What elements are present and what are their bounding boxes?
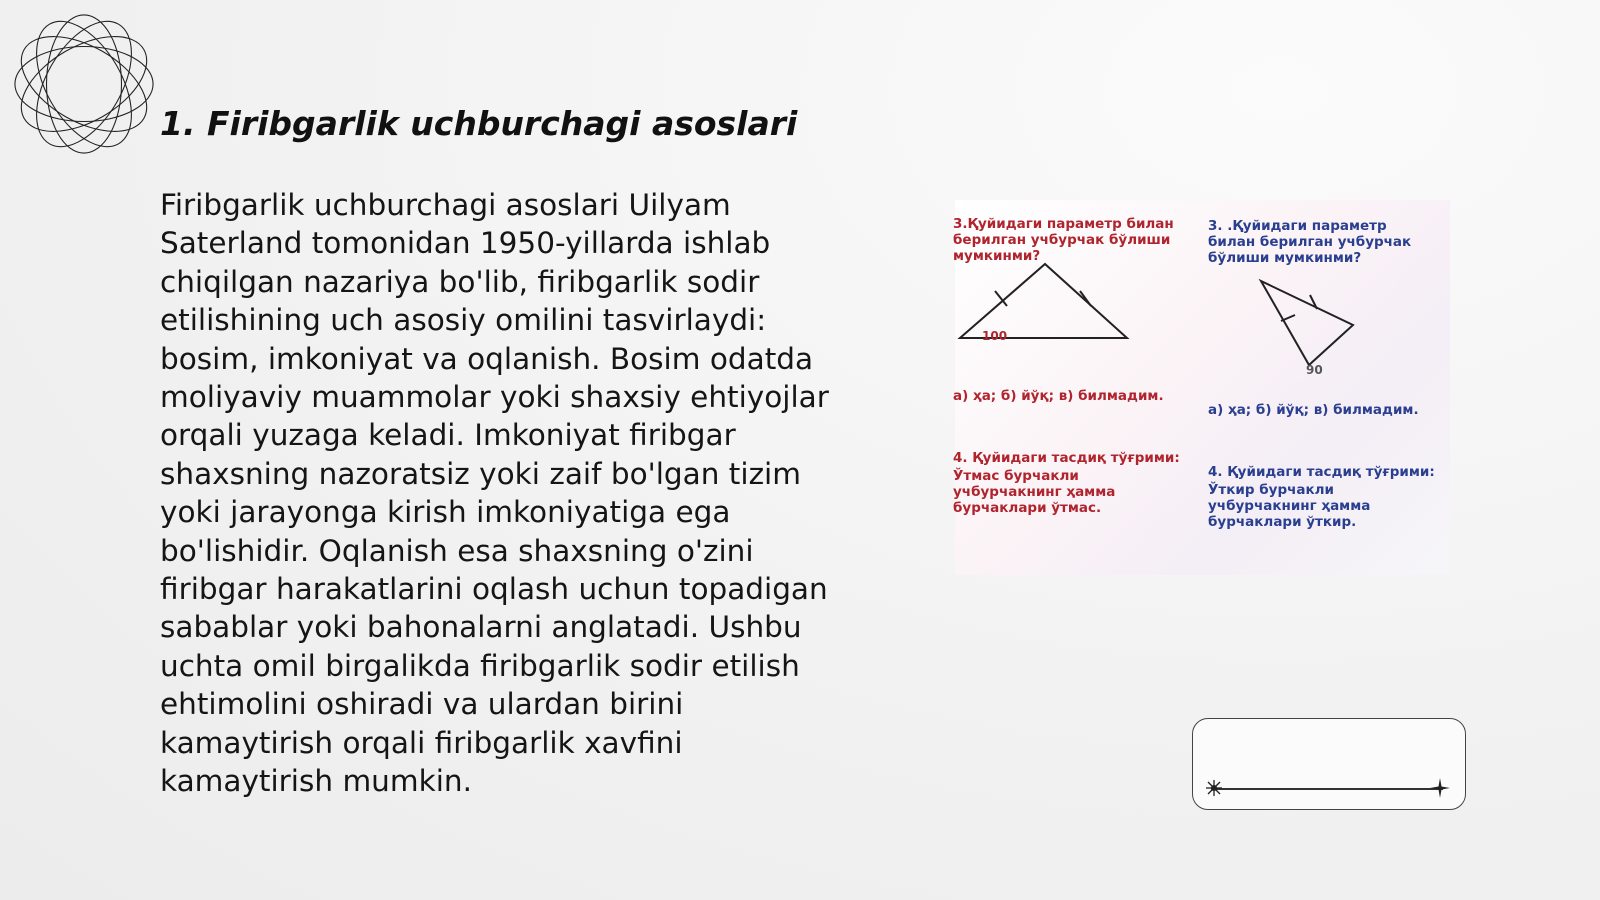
worksheet-image — [955, 200, 1450, 575]
slide-body-text: Firibgarlik uchburchagi asoslari Uilyam Saterland tomonidan 1950-yillarda ishlab chiqilgan nazariya bo'lib, firibgarlik sodir etilishining uch asosiy omilini tasvirlaydi: bosim, imkoniyat va oqlanish. Bosim odatda moliyaviy muammolar yoki shaxsiy ehtiyojlar orqali yuzaga keladi. Imkoniyat firibgar shaxsning nazoratsiz yoki zaif bo'lgan tizim yoki jarayonga kirish imkoniyatiga ega bo'lishidir. Oqlanish esa shaxsning o'zini firibgar harakatlarini oqlash uchun topadigan sabablar yoki bahonalarni anglatadi. Ushbu uchta omil birgalikda firibgarlik sodir etilish ehtimolini oshiradi va ulardan birini kamaytirish orqali firibgarlik xavfini kamaytirish mumkin. — [160, 188, 829, 799]
right-triangle-diagram — [1255, 275, 1365, 370]
left-question-4-text: Ўтмас бурчакли учбурчакнинг ҳамма бурчаклари ўтмас. — [953, 468, 1116, 516]
right-question-4-title: 4. Қуйидаги тасдиқ тўғрими: — [1208, 464, 1435, 480]
slider-track — [1211, 788, 1443, 790]
sparkle-star-icon — [1429, 777, 1451, 799]
spirograph-logo-icon — [10, 10, 158, 158]
sun-burst-icon — [1203, 777, 1225, 799]
left-question-4-title: 4. Қуйидаги тасдиқ тўғрими: — [953, 450, 1180, 466]
right-angle-label: 90 — [1306, 363, 1323, 377]
right-answer-options: а) ҳа; б) йўқ; в) билмадим. — [1208, 402, 1419, 418]
right-question-4-text: Ўткир бурчакли учбурчакнинг ҳамма бурчаклари ўткир. — [1208, 482, 1371, 530]
slide-title: 1. Firibgarlik uchburchagi asoslari — [160, 104, 798, 143]
right-question-3: 3. .Қуйидаги параметр билан берилган учбурчак бўлиши мумкинми? — [1208, 218, 1412, 266]
left-question-3: 3.Қуйидаги параметр билан берилган учбурчак бўлиши мумкинми? — [953, 216, 1174, 264]
decorative-slider-frame — [1192, 718, 1466, 810]
left-answer-options: а) ҳа; б) йўқ; в) билмадим. — [953, 388, 1164, 404]
left-angle-label: 100 — [982, 329, 1008, 343]
